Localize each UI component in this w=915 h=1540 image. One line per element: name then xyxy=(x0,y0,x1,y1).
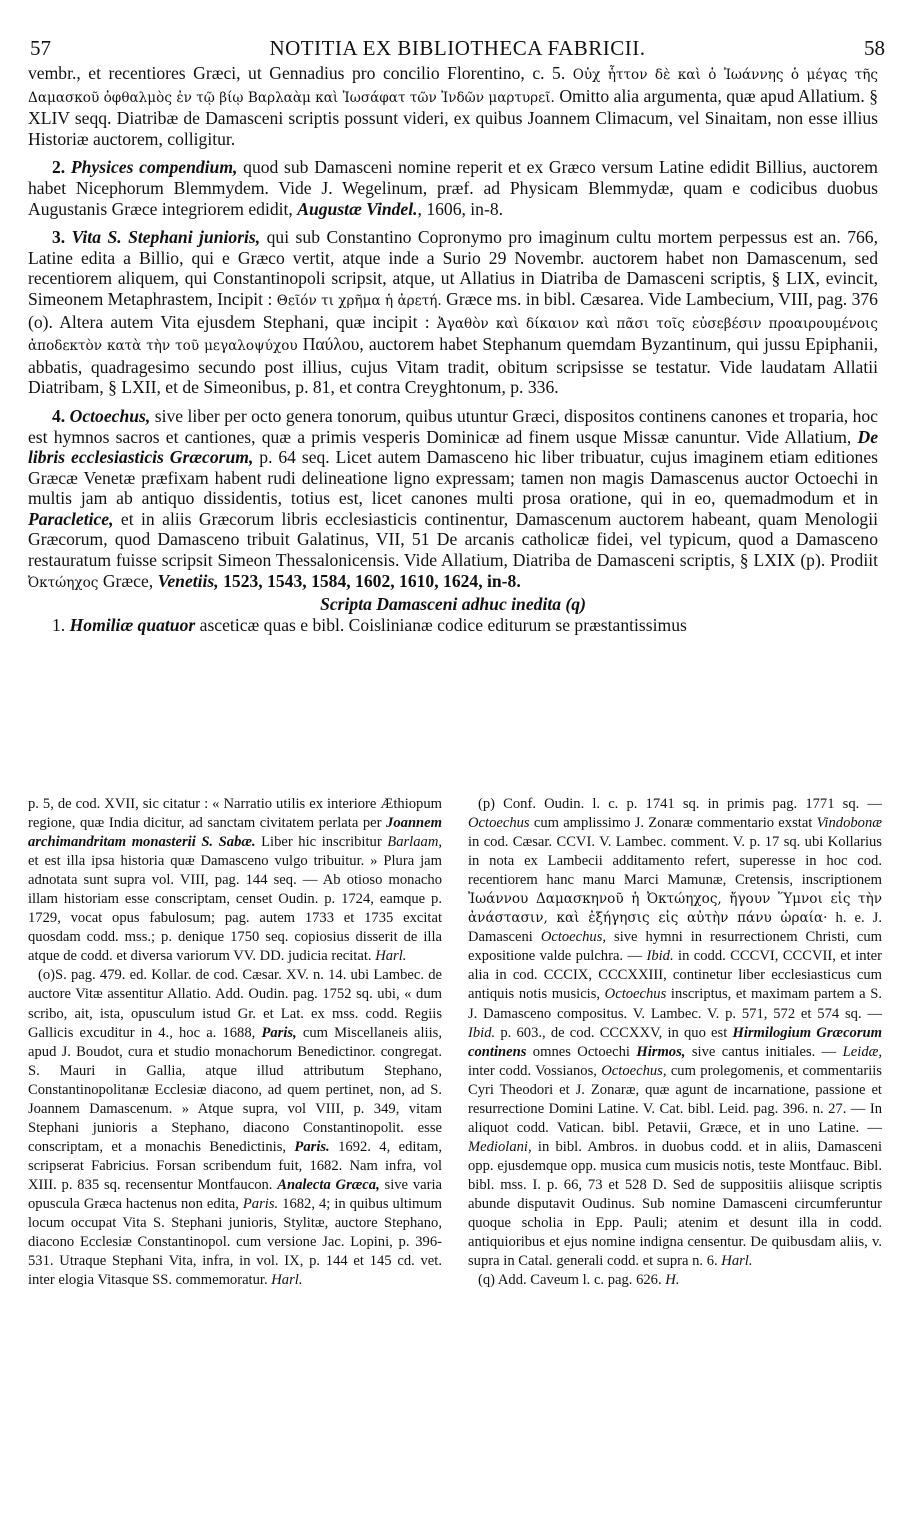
footnote-column-right xyxy=(468,795,882,1290)
footnote-o: (o)S. pag. 479. ed. Kollar. de cod. Cæsar. XV. n. 14. ubi Lambec. de auctore Vitæ assentitur Allatio. Add. Oudin. pag. 1752 sq. ubi, « dum scribo, ait, ista, opusculum istud Gr. et Lat. ex mss. codd. Regiis Gallicis excuditur in 4., hoc a. 1688, Paris, cum Miscellaneis aliis, apud J. Boudot, cura et studio monachorum Benedictinor. congregat. S. Mauri in Gallia, atque illud attributum Stephano, Constantinopolitanæ Ecclesiæ diacono, ad quem pertinet, non, ad S. Joannem Damascenum. » Atque supra, vol VIII, p. 349, vitam Stephani junioris a Stephano, diacono Constantinopolit. esse conscriptam, et a monachis Benedictinis, Paris. 1692. 4, editam, scripserat Fabricius. Forsan scribendum fuit, 1682. Nam infra, vol XIII. p. 835 sq. recensentur Montfaucon. Analecta Græca, sive varia opuscula Græca hactenus non edita, Paris. 1682, 4; in quibus ultimum locum occupat Vita S. Stephani junioris, Stylitæ, auctore Stephano, diacono Ecclesiæ Constantinopol. cum versione Jac. Lopini, p. 396-531. Utraque Stephani Vita, infra, in vol. IX, p. 144 et 145 cd. vet. inter elogia Vitasque SS. commemoratur. Harl. xyxy=(28,967,443,1289)
intro-paragraph: vembr., et recentiores Græci, ut Gennadius pro concilio Florentino, c. 5. Οὐχ ἧττον δὲ καὶ ὁ Ἰωάννης ὁ μέγας τῆς Δαμασκοῦ ὀφθαλμὸς ἐν τῷ βίῳ Βαρλαὰμ καὶ Ἰωσάφατ τῶν Ἰνδῶν μαρτυρεῖ. Omitto alia argumenta, quæ apud Allatium. § XLIV seqq. Diatribæ de Damasceni scriptis possunt videri, ex quibus Joannem Climacum, vel Sinaitam, non esse illius Historiæ auctorem, colligitur. xyxy=(28,63,878,149)
footnote-continued: p. 5, de cod. XVII, sic citatur : « Narratio utilis ex interiore Æthiopum regione, quæ India dicitur, ad sanctam civitatem perlata per Joannem archimandritam monasterii S. Sabæ. Liber hic inscribitur Barlaam, et est illa ipsa historia quæ Damasceno vulgo tribuitur. » Plura jam adnotata sunt supra vol. VIII, pag. 144 seq. — Ab otioso monacho illam historiam esse conscriptam, censet Oudin. p. 1724, eamque p. 1729, vocat opus fabulosum; pag. autem 1733 et 1735 excitat quosdam codd. mss.; p. denique 1750 seq. copiosius disserit de illa atque de codd. et diversa variorum VV. DD. judicia recitat. Harl. xyxy=(28,796,443,965)
entry-physices: 2. Physices compendium, quod sub Damasceni nomine reperit et ex Græco versum Latine edidit Billius, auctorem habet Nicephorum Blemmydem. Vide J. Wegelinum, præf. ad Physicam Blemmydæ, quam e codicibus duobus Augustanis Græce integriorem edidit, Augustæ Vindel., 1606, in-8. xyxy=(28,157,878,219)
footnote-q: (q) Add. Caveum l. c. pag. 626. H. xyxy=(478,1272,680,1289)
entry-title: Homiliæ quatuor xyxy=(69,614,196,635)
running-header xyxy=(30,36,885,62)
greek-quote: Οὐχ ἧττον δὲ καὶ ὁ Ἰωάννης ὁ μέγας τῆς Δαμασκοῦ ὀφθαλμὸς ἐν τῷ βίῳ Βαρλαὰμ καὶ Ἰωσάφατ τῶν Ἰνδῶν μαρτυρεῖ. xyxy=(28,67,878,106)
footnote-column-left xyxy=(28,795,442,1290)
page-number-right: 58 xyxy=(864,36,885,60)
footnotes xyxy=(28,795,882,1290)
greek-incipit: Θεῖόν τι χρῆμα ἡ ἀρετή. xyxy=(276,292,442,309)
entry-homiliae: 1. Homiliæ quatuor asceticæ quas e bibl. Coislinianæ codice editurum se præstantissimus xyxy=(52,614,687,635)
entry-octoechus: 4. Octoechus, sive liber per octo genera tonorum, quibus utuntur Græci, dispositos continens canones et troparia, hoc est hymnos sacros et cantiones, quæ a primis vesperis Dominicæ ad finem usque Missæ canuntur. Vide Allatium, De libris ecclesiasticis Græcorum, p. 64 seq. Licet autem Damasceno hic liber tribuatur, cujus imaginem etiam editiones Græcæ Venetæ præfixam habent rudi delineatione ligno expressam; tamen non magis Damascenus auctor Octoechi in multis jam ab antiquo dissidentis, totius est, licet canones multi prosa oratione, qui in eo, quemadmodum et in Paracletice, et in aliis Græcorum libris ecclesiasticis continentur, Damascenum auctorem habeant, quam Menologii Græcorum, quod Damasceno tribuit Galatinus, VII, 51 De arcanis catholicæ fidei, vel typicum, quod a Damasceno restauratum fuisse scripsit Simeon Thessalonicensis. Vide Allatium, Diatriba de Damasceni scriptis, § LXIX (p). Prodiit Ὀκτώηχος Græce, Venetiis, 1523, 1543, 1584, 1602, 1610, 1624, in-8. xyxy=(28,405,878,591)
entry-title: Physices compendium, xyxy=(70,157,238,178)
entry-vita-stephani: 3. Vita S. Stephani junioris, qui sub Constantino Copronymo pro imaginum cultu mortem perpessus est an. 766, Latine edita a Billio, qui e Græco vertit, atque inde a Surio 29 Novembr. auctorem habet non Damascenum, sed recentiorem aliquem, qui Constantinopoli scripsit, atque, ut Allatius in Diatriba de Damasceni scriptis, § LIX, evincit, Simeonem Metaphrastem, Incipit : Θεῖόν τι χρῆμα ἡ ἀρετή. Græce ms. in bibl. Cæsarea. Vide Lambecium, VIII, pag. 376 (o). Altera autem Vita ejusdem Stephani, quæ incipit : Ἀγαθὸν καὶ δίκαιον καὶ πᾶσι τοῖς εὐσεβέσιν προαιρουμένοις ἀποδεκτὸν κατὰ τὴν τοῦ μεγαλοψύχου Παύλου, auctorem habet Stephanum quemdam Byzantinum, qui jussu Epiphanii, abbatis, quadragesimo secundo post illius, cujus Vitam tradit, obitum scripsisse se testatur. Vide laudatam Allatii Diatribam, § LXII, et de Simeonibus, p. 81, et contra Creyghtonum, p. 336. xyxy=(28,227,878,398)
greek-incipit: Ἀγαθὸν καὶ δίκαιον καὶ πᾶσι τοῖς εὐσεβέσιν προαιρουμένοις ἀποδεκτὸν κατὰ τὴν τοῦ μεγαλοψύχου xyxy=(28,315,878,355)
entry-title: Vita S. Stephani junioris, xyxy=(71,227,261,248)
section-heading: Scripta Damasceni adhuc inedita (q) xyxy=(320,594,586,615)
entry-title: Octoechus, xyxy=(69,405,151,426)
footnote-p: (p) Conf. Oudin. l. c. p. 1741 sq. in primis pag. 1771 sq. — Octoechus cum amplissimo J. Zonaræ commentario exstat Vindobonæ in cod. Cæsar. CCVI. V. Lambec. comment. V. p. 17 sq. ubi Kollarius in nota ex Lambecii additamento refert, superesse in hoc cod. recentiorem hanc manu Marci Mamunæ, Cretensis, inscriptionem Ἰωάννου Δαμασκηνοῦ ἡ Ὀκτώηχος, ἤγουν Ὕμνοι εἰς τὴν ἀνάστασιν, καὶ ἐξήγησις εἰς αὐτὴν πάνυ ὡραία· h. e. J. Damasceni Octoechus, sive hymni in resurrectionem Christi, cum expositione valde pulchra. — Ibid. in codd. CCCVI, CCCVII, et inter alia in cod. CCCIX, CCCXXIII, continetur liber ecclesiasticus cum antiquis notis musicis, Octoechus inscriptus, et maximam partem a S. J. Damasceno compositus. V. Lambec. V. p. 571, 572 et 574 sq. — Ibid. p. 603., de cod. CCCXXV, in quo est Hirmilogium Græcorum continens omnes Octoechi Hirmos, sive cantus initiales. — Leidæ, inter codd. Vossianos, Octoechus, cum prolegomenis, et commentariis Cyri Theodori et J. Zonaræ, quæ agunt de incarnatione, passione et resurrectione Domini Latine. V. Cat. bibl. Leid. pag. 396. n. 27. — In aliquot codd. Vatican. bibl. Petavii, Græce, et in uno Latine. — Mediolani, in bibl. Ambros. in duobus codd. et in aliis, Damasceni opp. ejusdemque opp. musica cum musicis notis, teste Montfauc. Bibl. bibl. mss. I. p. 66, 73 et 528 D. Sed de suppositiis aliisque scriptis abunde disputavit Oudinus. Sub nomine Damasceni circumferuntur quoque scholia in Epp. Pauli; atenim et desunt illa in codd. antiquioribus et ejus nomine indigna censentur. De quibusdam aliis, v. supra in Catal. generali codd. et supra n. 6. Harl. xyxy=(468,796,882,1270)
running-title: NOTITIA EX BIBLIOTHECA FABRICII. xyxy=(269,36,646,60)
main-text xyxy=(28,63,878,635)
page-number-left: 57 xyxy=(30,36,51,60)
